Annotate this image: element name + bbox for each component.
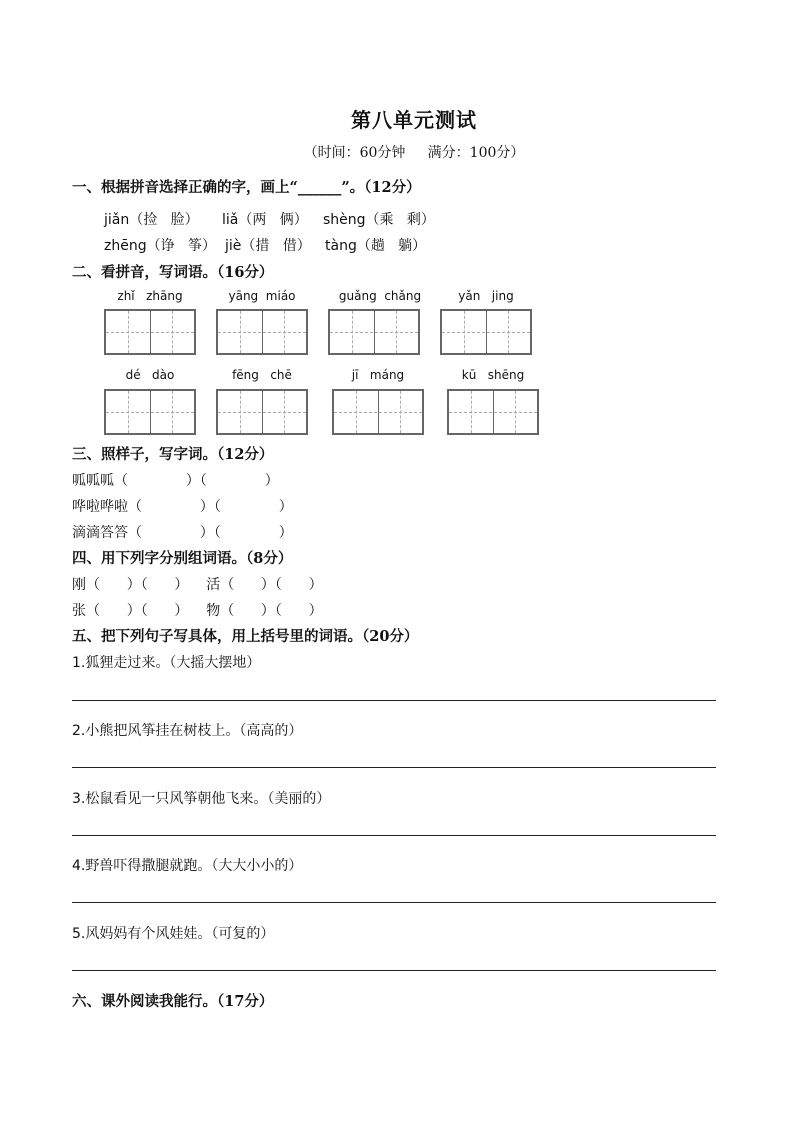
pinyin-label: dé dào: [125, 368, 175, 382]
q5-sentence: 4.野兽吓得撒腿就跑。（大大小小的）: [72, 858, 303, 874]
section-3-heading: 三、照样子，写字词。（12分）: [72, 446, 274, 463]
tianzi-grid[interactable]: [440, 309, 532, 355]
q1-item: liǎ（两 俩）: [222, 212, 308, 228]
section-1-heading: 一、根据拼音选择正确的字，画上“______”。（12分）: [72, 179, 421, 196]
q5-sentence: 3.松鼠看见一只风筝朝他飞来。（美丽的）: [72, 791, 331, 807]
section-4-heading: 四、用下列字分别组词语。（8分）: [72, 550, 293, 567]
answer-line[interactable]: [72, 700, 716, 701]
q5-sentence: 5.风妈妈有个风娃娃。（可复的）: [72, 926, 275, 942]
tianzi-grid[interactable]: [447, 389, 539, 435]
q3-line: 滴滴答答（ ）（ ）: [72, 525, 293, 541]
pinyin-label: yǎn jing: [458, 289, 514, 303]
section-6-heading: 六、课外阅读我能行。（17分）: [72, 993, 274, 1010]
q4-line: 刚（ ）（ ） 活（ ）（ ）: [72, 577, 323, 593]
page-title: 第八单元测试: [351, 108, 477, 132]
q1-item: zhēng（诤 筝）: [104, 238, 216, 254]
pinyin-label: yāng miáo: [228, 289, 296, 303]
q3-line: 呱呱呱（ ）（ ）: [72, 473, 279, 489]
exam-info: （时间：60分钟 满分：100分）: [303, 145, 525, 161]
q5-sentence: 1.狐狸走过来。（大摇大摆地）: [72, 655, 261, 671]
tianzi-grid[interactable]: [332, 389, 424, 435]
answer-line[interactable]: [72, 767, 716, 768]
section-5-heading: 五、把下列句子写具体，用上括号里的词语。（20分）: [72, 628, 419, 645]
tianzi-grid[interactable]: [328, 309, 420, 355]
pinyin-label: kū shēng: [461, 368, 525, 382]
pinyin-label: guǎng chǎng: [338, 289, 422, 303]
tianzi-grid[interactable]: [104, 389, 196, 435]
q1-item: shèng（乘 剩）: [323, 212, 435, 228]
pinyin-label: jī máng: [351, 368, 405, 382]
q1-item: tàng（趟 躺）: [325, 238, 427, 254]
q3-line: 哗啦哗啦（ ）（ ）: [72, 499, 293, 515]
q5-sentence: 2.小熊把风筝挂在树枝上。（高高的）: [72, 723, 303, 739]
tianzi-grid[interactable]: [216, 389, 308, 435]
section-2-heading: 二、看拼音，写词语。（16分）: [72, 264, 274, 281]
tianzi-grid[interactable]: [104, 309, 196, 355]
answer-line[interactable]: [72, 970, 716, 971]
answer-line[interactable]: [72, 835, 716, 836]
pinyin-label: fēng chē: [232, 368, 292, 382]
tianzi-grid[interactable]: [216, 309, 308, 355]
q1-item: jiǎn（捡 脸）: [104, 212, 199, 228]
pinyin-label: zhǐ zhāng: [117, 289, 183, 303]
q1-item: jiè（措 借）: [225, 238, 311, 254]
answer-line[interactable]: [72, 902, 716, 903]
q4-line: 张（ ）（ ） 物（ ）（ ）: [72, 603, 323, 619]
